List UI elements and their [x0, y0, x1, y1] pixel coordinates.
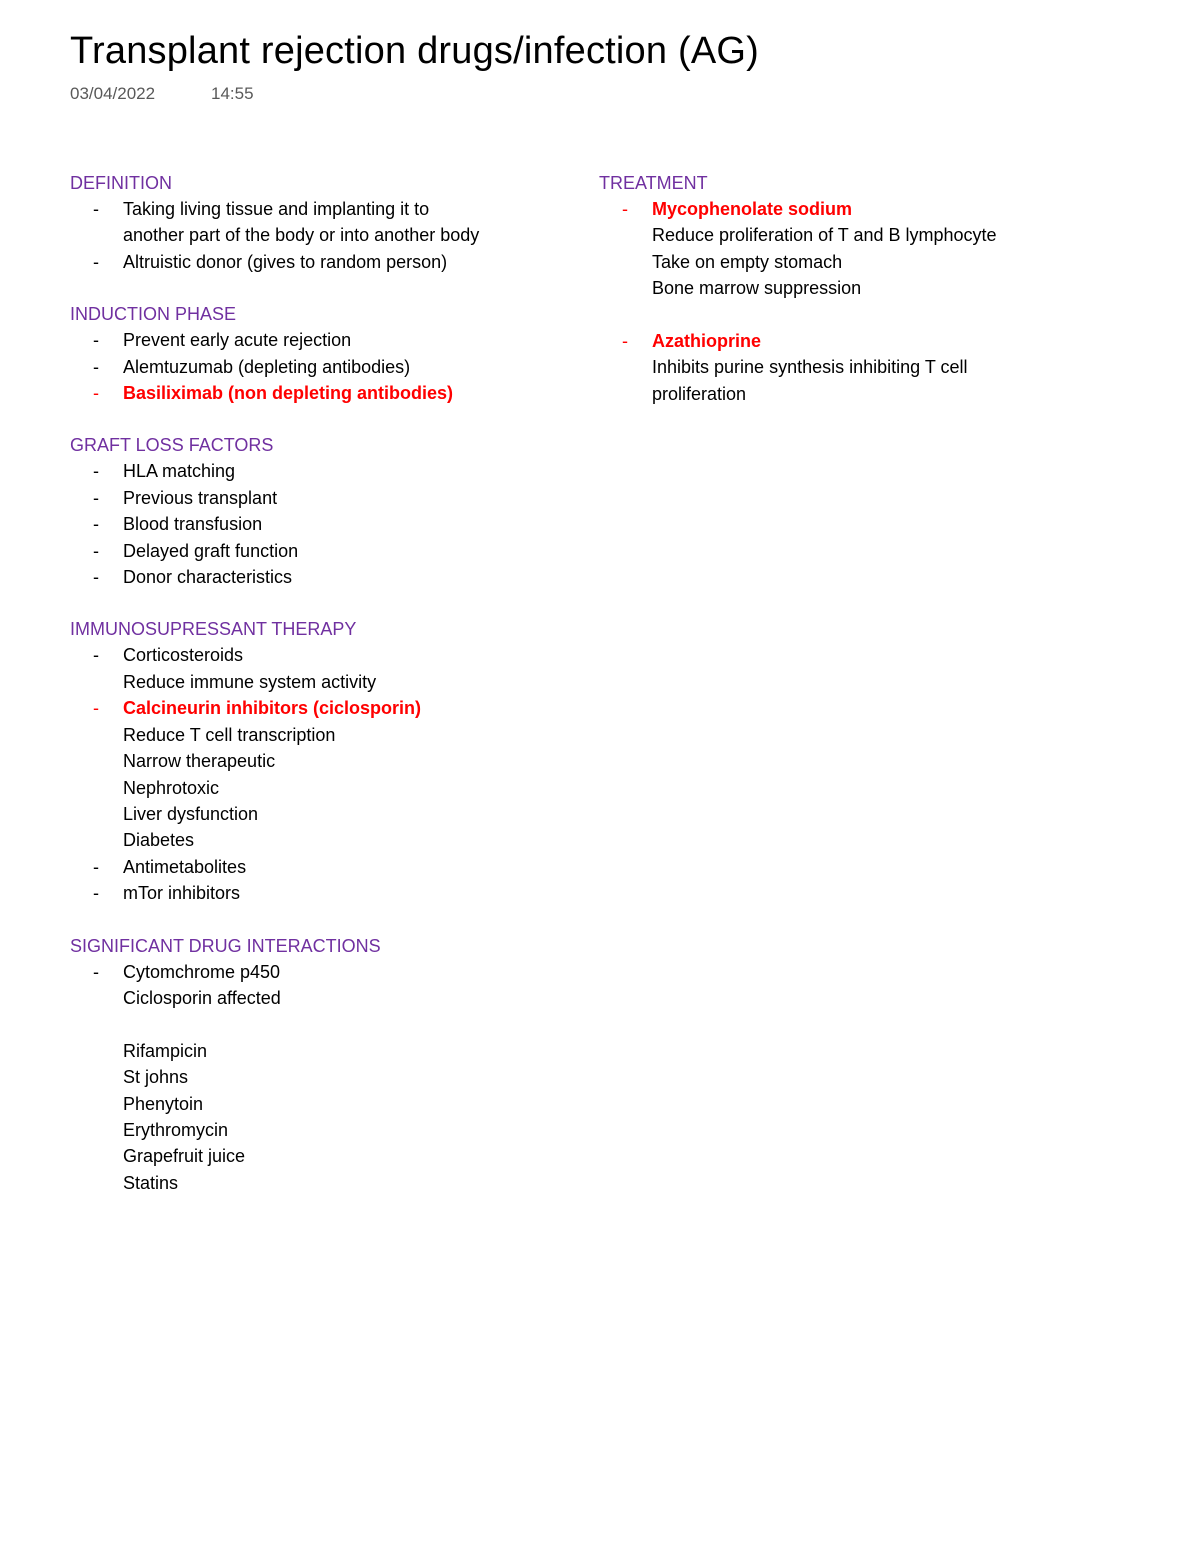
bullet-dash-icon: - — [622, 331, 628, 352]
item-note: Reduce immune system activity — [123, 671, 377, 692]
section-heading: INDUCTION PHASE — [70, 304, 237, 325]
item-note: Diabetes — [123, 830, 195, 851]
item-note: Nephrotoxic — [123, 777, 220, 798]
item-label-line: another part of the body or into another body — [123, 225, 480, 246]
item-label: Basiliximab (non depleting antibodies) — [123, 383, 454, 404]
bullet-dash-icon: - — [93, 514, 99, 535]
item-note: St johns — [123, 1067, 189, 1088]
item-note: Grapefruit juice — [123, 1146, 246, 1167]
item-label-line: Taking living tissue and implanting it to — [123, 199, 430, 219]
section-items — [70, 959, 570, 1197]
item-note: Narrow therapeutic — [123, 751, 276, 772]
bullet-dash-icon: - — [93, 961, 99, 982]
bullet-dash-icon: - — [93, 487, 99, 508]
list-item — [70, 458, 570, 484]
item-note: Rifampicin — [123, 1040, 208, 1061]
list-item — [70, 695, 570, 853]
item-note: proliferation — [652, 383, 747, 404]
left-column — [70, 170, 570, 1222]
section-items — [70, 458, 570, 590]
item-label: Cytomchrome p450 — [123, 961, 281, 982]
bullet-dash-icon: - — [93, 356, 99, 377]
section-items — [599, 196, 1159, 407]
item-label: Corticosteroids — [123, 645, 244, 666]
bullet-dash-icon: - — [93, 567, 99, 588]
list-item — [70, 959, 570, 1197]
section-heading: TREATMENT — [599, 173, 708, 193]
list-item — [70, 538, 570, 564]
item-label: Antimetabolites — [123, 856, 247, 877]
list-item — [70, 380, 570, 406]
list-item — [70, 485, 570, 511]
bullet-dash-icon: - — [93, 330, 99, 351]
section-items — [70, 327, 570, 406]
section-induction-phase — [70, 301, 570, 406]
note-date: 03/04/2022 — [70, 84, 156, 103]
item-label: Donor characteristics — [123, 567, 293, 588]
bullet-dash-icon: - — [93, 199, 99, 219]
section-immunosuppressant-therapy — [70, 616, 570, 906]
section-heading: SIGNIFICANT DRUG INTERACTIONS — [70, 935, 381, 956]
list-item — [70, 564, 570, 590]
bullet-dash-icon: - — [93, 856, 99, 877]
section-items — [70, 196, 570, 275]
item-note: Take on empty stomach — [652, 251, 843, 272]
item-note: Ciclosporin affected — [123, 987, 281, 1008]
bullet-dash-icon: - — [93, 698, 99, 719]
item-label — [123, 196, 570, 249]
bullet-dash-icon: - — [93, 883, 99, 904]
item-note: Reduce proliferation of T and B lymphocyte — [652, 225, 997, 246]
item-note: Bone marrow suppression — [652, 278, 862, 299]
item-label: Calcineurin inhibitors (ciclosporin) — [123, 698, 422, 719]
list-item — [70, 354, 570, 380]
list-item — [70, 511, 570, 537]
bullet-dash-icon: - — [93, 645, 99, 666]
item-label: Blood transfusion — [123, 514, 263, 535]
bullet-dash-icon: - — [622, 199, 628, 219]
section-heading: IMMUNOSUPRESSANT THERAPY — [70, 619, 357, 640]
bullet-dash-icon: - — [93, 251, 99, 272]
item-note: Erythromycin — [123, 1119, 229, 1140]
section-items — [70, 642, 570, 906]
item-label: Previous transplant — [123, 487, 278, 508]
page-title: Transplant rejection drugs/infection (AG) — [70, 30, 759, 72]
item-label: Altruistic donor (gives to random person) — [123, 251, 448, 272]
section-treatment — [599, 170, 1159, 407]
section-heading: GRAFT LOSS FACTORS — [70, 435, 274, 456]
item-note: Liver dysfunction — [123, 803, 259, 824]
item-label: Prevent early acute rejection — [123, 330, 352, 351]
item-note: Statins — [123, 1172, 179, 1193]
item-label: Alemtuzumab (depleting antibodies) — [123, 356, 411, 377]
right-column — [599, 170, 1159, 433]
list-item — [70, 196, 570, 249]
list-item — [70, 249, 570, 275]
section-heading: DEFINITION — [70, 173, 172, 193]
list-item — [599, 196, 1159, 302]
list-item — [70, 642, 570, 695]
section-drug-interactions — [70, 933, 570, 1197]
list-item — [70, 327, 570, 353]
item-note: Phenytoin — [123, 1093, 204, 1114]
note-time: 14:55 — [211, 84, 254, 103]
item-note: Inhibits purine synthesis inhibiting T cell — [652, 357, 968, 378]
section-graft-loss-factors — [70, 432, 570, 590]
bullet-dash-icon: - — [93, 461, 99, 482]
item-label: HLA matching — [123, 461, 236, 482]
item-label: mTor inhibitors — [123, 883, 241, 904]
section-definition — [70, 170, 570, 275]
bullet-dash-icon: - — [93, 383, 99, 404]
list-item — [70, 854, 570, 880]
item-label: Mycophenolate sodium — [652, 199, 853, 219]
list-item — [70, 880, 570, 906]
item-label: Azathioprine — [652, 331, 762, 352]
blank-line — [123, 1011, 570, 1037]
list-item — [599, 328, 1159, 407]
item-note: Reduce T cell transcription — [123, 724, 336, 745]
item-label: Delayed graft function — [123, 540, 299, 561]
bullet-dash-icon: - — [93, 540, 99, 561]
